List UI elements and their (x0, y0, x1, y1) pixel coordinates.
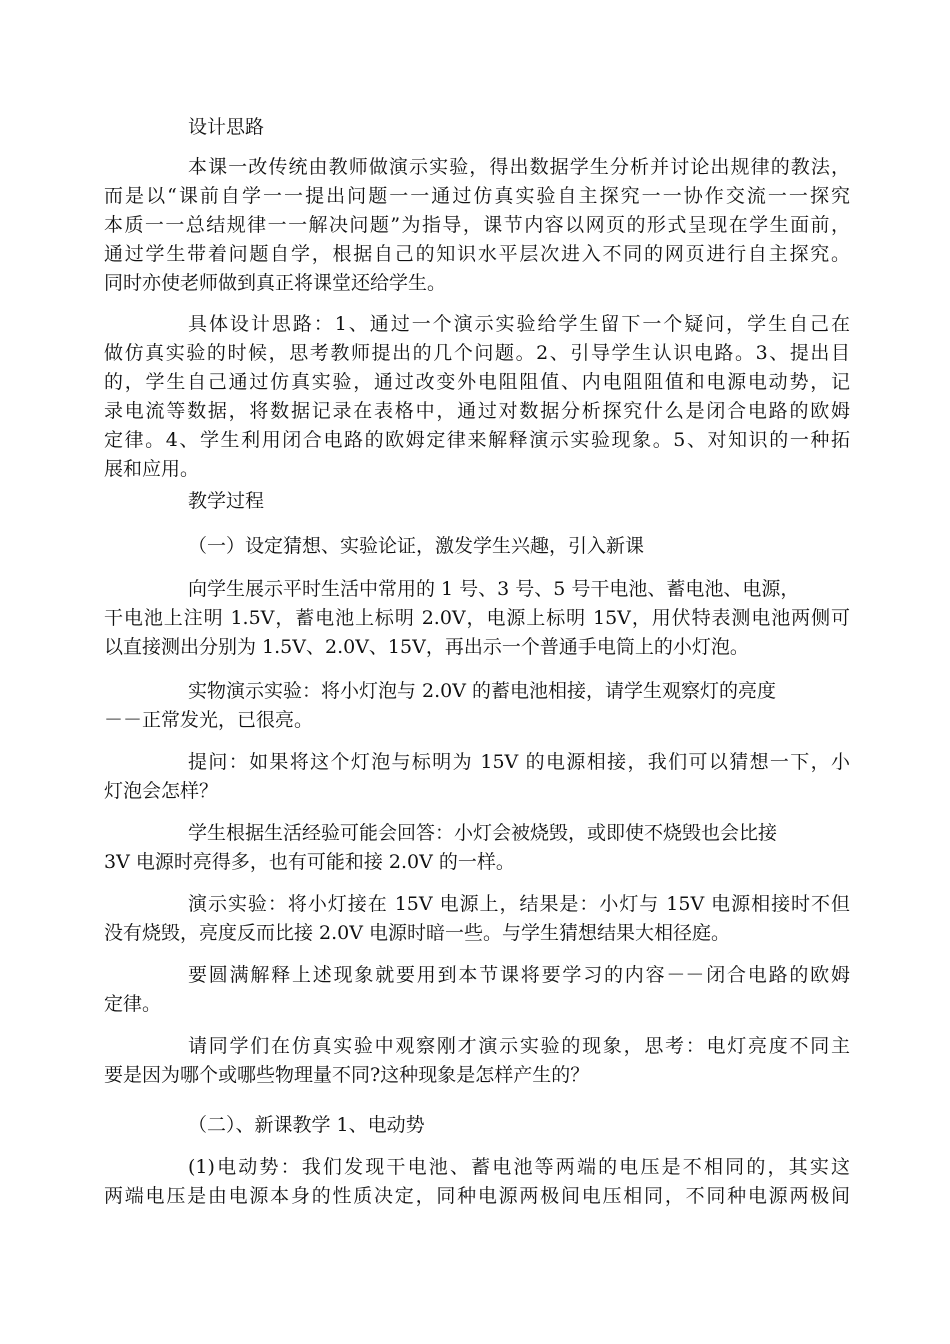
text-line: 的，学生自己通过仿真实验，通过改变外电阻阻值、内电阻阻值和电源电动势，记 (104, 371, 850, 393)
text-line: 而是以“课前自学一一提出问题一一通过仿真实验自主探究一一协作交流一一探究 (104, 185, 850, 207)
text-line: 通过学生带着问题自学，根据自己的知识水平层次进入不同的网页进行自主探究。 (104, 243, 850, 265)
text-line: 两端电压是由电源本身的性质决定，同种电源两极间电压相同，不同种电源两极间 (104, 1185, 850, 1207)
paragraph-batteries (104, 575, 850, 662)
text-line: 实物演示实验：将小灯泡与 2.0V 的蓄电池相接，请学生观察灯的亮度 (188, 680, 777, 702)
text-line: 没有烧毁，亮度反而比接 2.0V 电源时暗一些。与学生猜想结果大相径庭。 (104, 922, 731, 944)
paragraph-demo-result (104, 890, 850, 948)
heading-text: 设计思路 (188, 116, 265, 138)
text-line: 干电池上注明 1.5V，蓄电池上标明 2.0V，电源上标明 15V，用伏特表测电池两侧可 (104, 607, 850, 629)
text-line: 录电流等数据，将数据记录在表格中，通过对数据分析探究什么是闭合电路的欧姆 (104, 400, 850, 422)
text-line: 展和应用。 (104, 458, 200, 480)
paragraph-design-overview (104, 153, 850, 298)
section-heading-2 (104, 1111, 850, 1140)
heading-design (104, 113, 850, 142)
text-line: 具体设计思路：1、通过一个演示实验给学生留下一个疑问，学生自己在 (188, 313, 850, 335)
heading-text: （二）、新课教学 1、电动势 (188, 1114, 425, 1136)
text-line: 向学生展示平时生活中常用的 1 号、3 号、5 号干电池、蓄电池、电源， (188, 578, 800, 600)
text-line: 要圆满解释上述现象就要用到本节课将要学习的内容－－闭合电路的欧姆 (188, 964, 850, 986)
text-line: 定律。4、学生利用闭合电路的欧姆定律来解释演示实验现象。5、对知识的一种拓 (104, 429, 850, 451)
text-line: 3V 电源时亮得多，也有可能和接 2.0V 的一样。 (104, 851, 515, 873)
heading-process (104, 487, 850, 516)
text-line: 以直接测出分别为 1.5V、2.0V、15V，再出示一个普通手电筒上的小灯泡。 (104, 636, 749, 658)
paragraph-emf (104, 1153, 850, 1211)
paragraph-explanation (104, 961, 850, 1019)
text-line: 同时亦使老师做到真正将课堂还给学生。 (104, 272, 447, 294)
text-line: 提问：如果将这个灯泡与标明为 15V 的电源相接，我们可以猜想一下，小 (188, 751, 850, 773)
text-line: 本课一改传统由教师做演示实验，得出数据学生分析并讨论出规律的教法， (188, 156, 850, 178)
text-line: －－正常发光，已很亮。 (104, 709, 314, 731)
text-line: 灯泡会怎样？ (104, 780, 219, 802)
text-line: 演示实验：将小灯接在 15V 电源上，结果是：小灯与 15V 电源相接时不但 (188, 893, 850, 915)
paragraph-design-details (104, 310, 850, 484)
paragraph-simulation-prompt (104, 1032, 850, 1090)
text-line: 学生根据生活经验可能会回答：小灯会被烧毁，或即使不烧毁也会比接 (188, 822, 778, 844)
text-line: 要是因为哪个或哪些物理量不同?这种现象是怎样产生的？ (104, 1064, 590, 1086)
text-line: 本质一一总结规律一一解决问题”为指导，课节内容以网页的形式呈现在学生面前， (104, 214, 850, 236)
text-line: 做仿真实验的时候，思考教师提出的几个问题。2、引导学生认识电路。3、提出目 (104, 342, 850, 364)
text-line: 定律。 (104, 993, 162, 1015)
paragraph-demo-experiment (104, 677, 850, 735)
paragraph-student-answer (104, 819, 850, 877)
text-line: 请同学们在仿真实验中观察刚才演示实验的现象，思考：电灯亮度不同主 (188, 1035, 850, 1057)
heading-text: 教学过程 (188, 490, 265, 512)
section-heading-1 (104, 532, 850, 561)
paragraph-question (104, 748, 850, 806)
heading-text: （一）设定猜想、实验论证，激发学生兴趣，引入新课 (188, 535, 645, 557)
text-line: (1)电动势：我们发现干电池、蓄电池等两端的电压是不相同的，其实这 (188, 1156, 850, 1178)
